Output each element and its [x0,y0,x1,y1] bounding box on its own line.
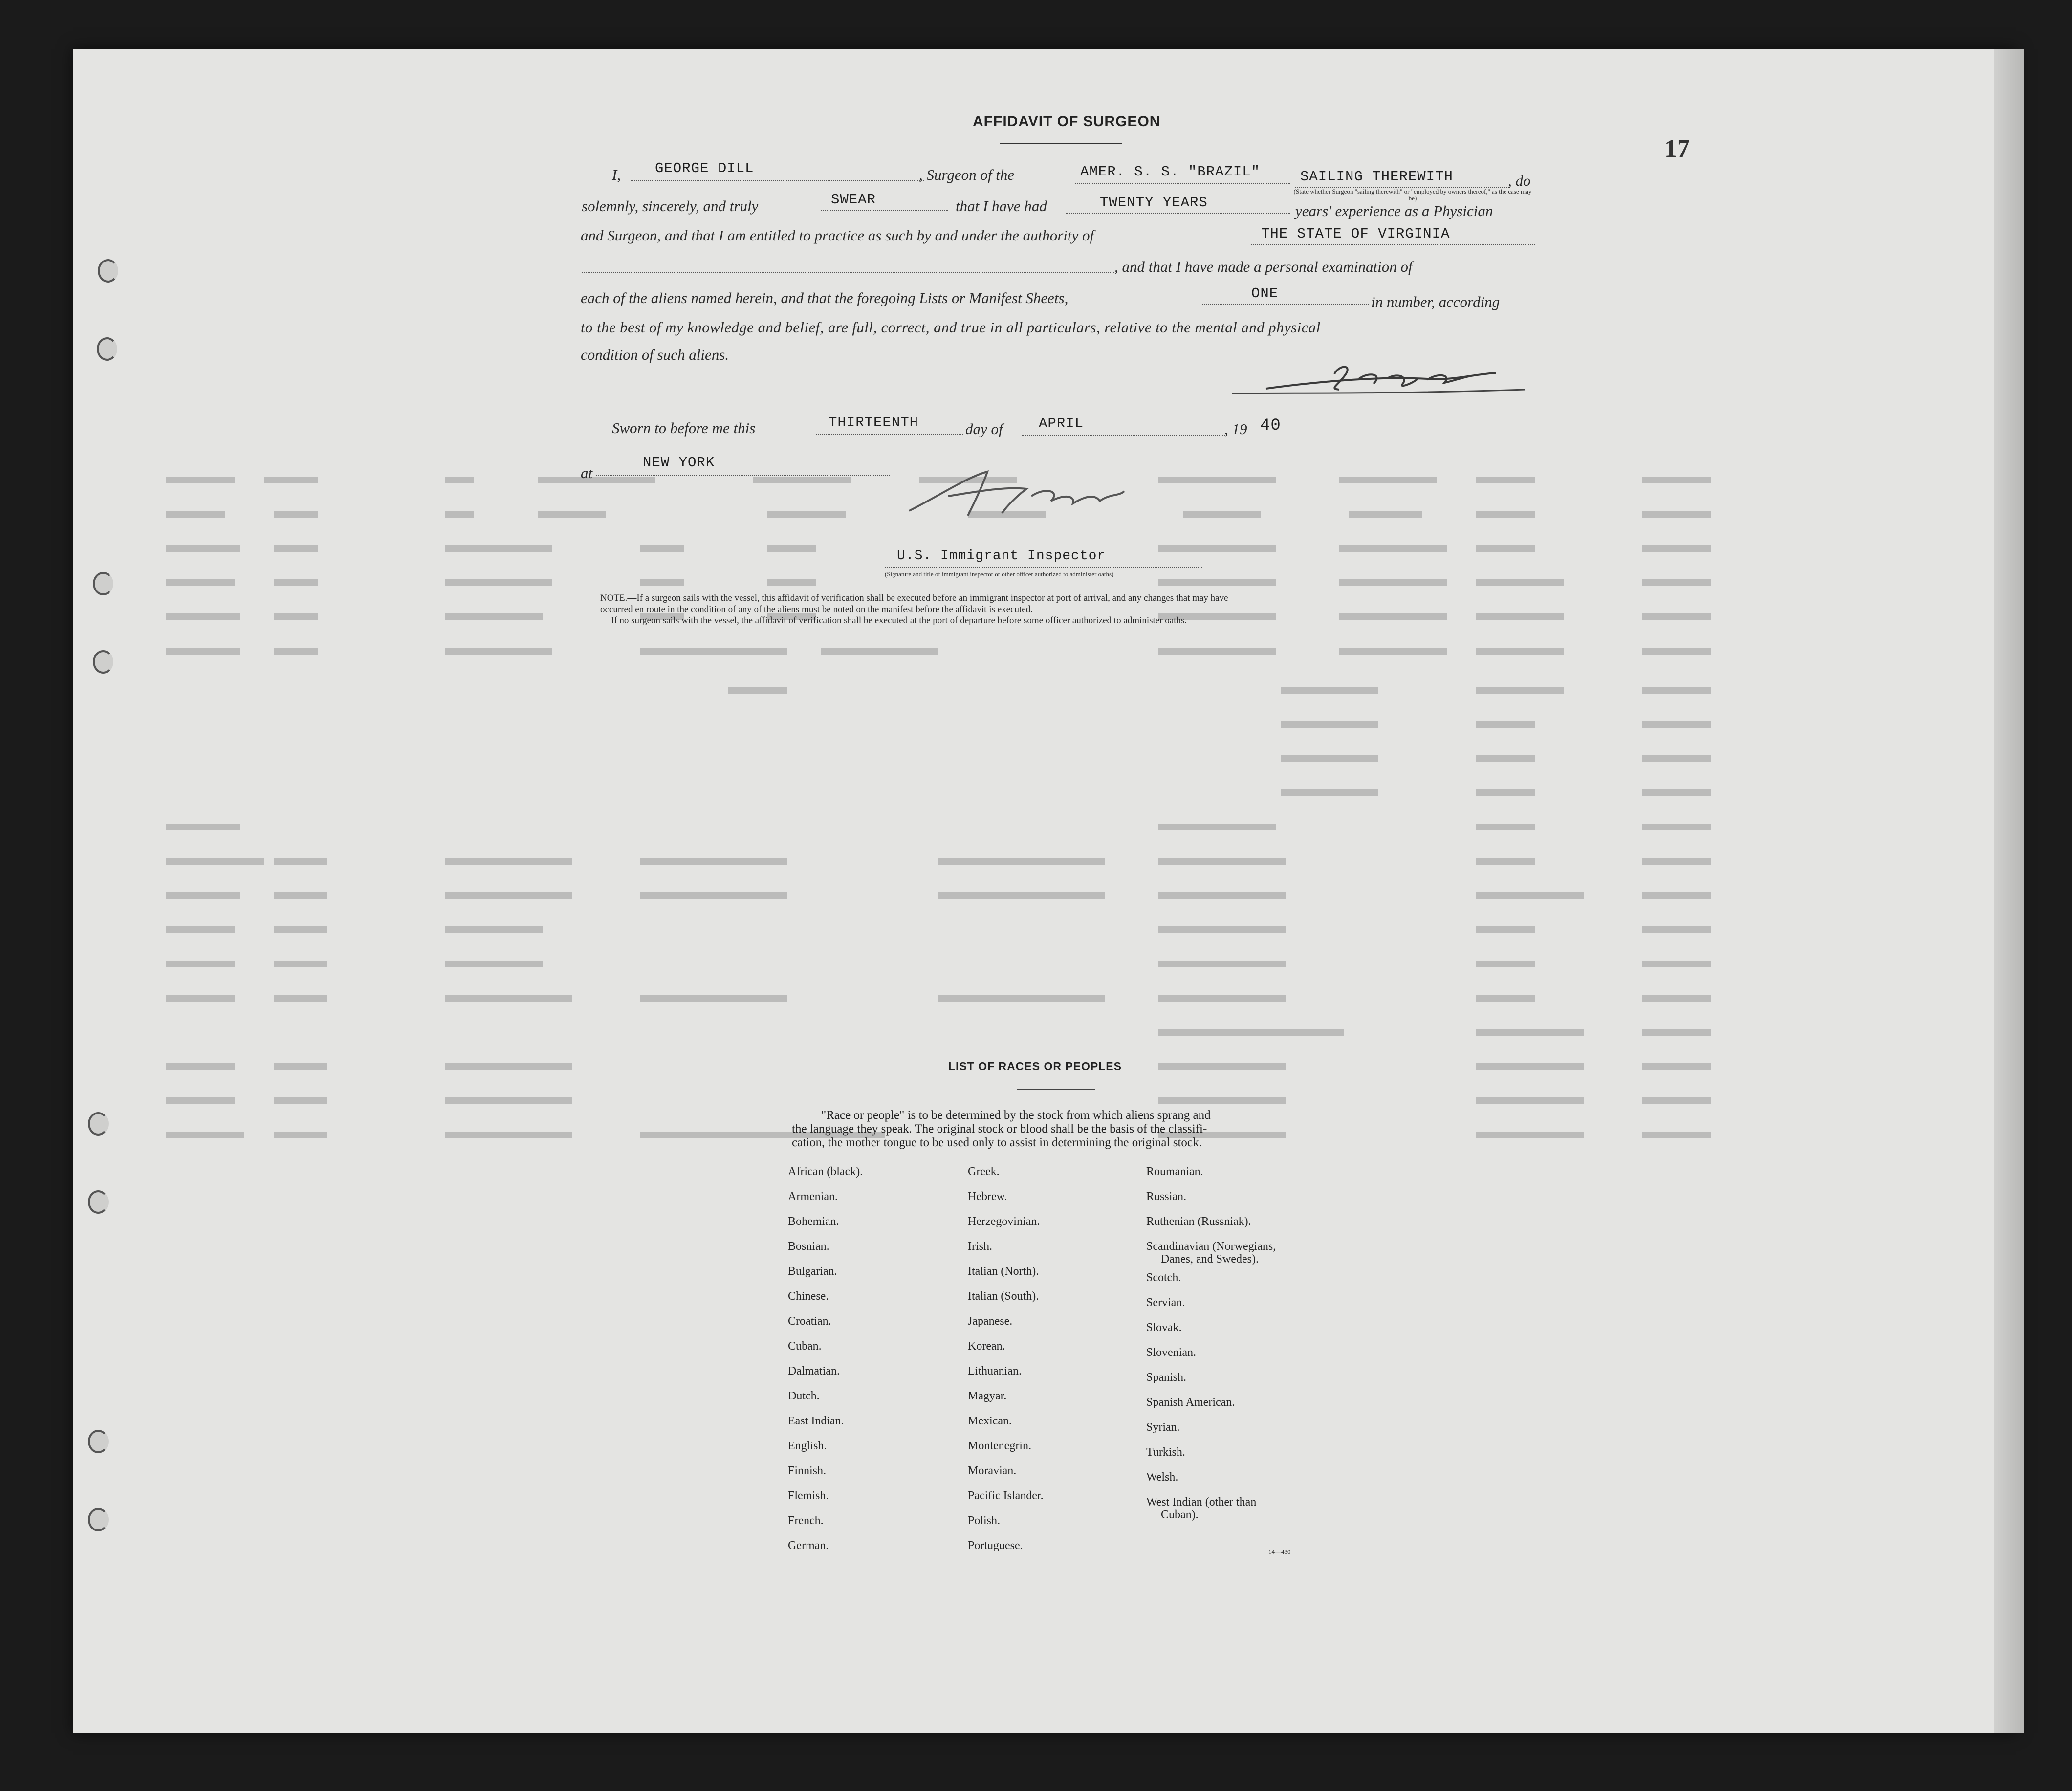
page-edge [1994,49,2024,1733]
races-title: LIST OF RACES OR PEOPLES [948,1060,1122,1072]
oath-line [821,210,948,211]
authority-line [1251,244,1535,245]
race-item: Slovak. [1146,1321,1182,1334]
note-line-1: NOTE.—If a surgeon sails with the vessel, this affidavit of verification shall be executed before an immigrant inspector at port of arrival, and any changes that may have [600,593,1228,603]
races-column-3 [1146,1159,1276,1521]
sworn-pre: Sworn to before me this [612,419,756,437]
punch-hole [88,1112,109,1136]
line7: condition of such aliens. [581,346,729,363]
punch-hole [97,337,117,361]
sworn-day: THIRTEENTH [829,415,919,431]
form-title: AFFIDAVIT OF SURGEON [973,113,1161,130]
race-item: Roumanian. [1146,1165,1203,1178]
races-column-2 [968,1159,1044,1558]
place-line [596,475,890,476]
race-item: Bosnian. [788,1240,829,1253]
surgeon-signature [1222,359,1535,406]
line2-mid: that I have had [956,197,1047,215]
race-item: Dalmatian. [788,1365,840,1377]
race-item: Portuguese. [968,1539,1023,1552]
place-pre: at [581,464,593,481]
race-item: Korean. [968,1340,1005,1353]
punch-hole [93,650,113,674]
inspector-title: U.S. Immigrant Inspector [897,548,1106,564]
race-item: Scandinavian (Norwegians, [1146,1240,1276,1253]
authority: THE STATE OF VIRGINIA [1261,226,1450,242]
form-number: 14—430 [1268,1548,1291,1555]
line5-end: in number, according [1371,293,1500,310]
race-item: Irish. [968,1240,992,1253]
experience-line [1066,213,1290,214]
race-item: Finnish. [788,1464,827,1477]
race-item: Bulgarian. [788,1265,837,1278]
race-item: Montenegrin. [968,1440,1031,1452]
race-item: Herzegovinian. [968,1215,1040,1228]
race-item: Polish. [968,1514,1001,1527]
race-item: Cuban. [788,1340,822,1353]
race-item: Lithuanian. [968,1365,1022,1377]
race-item: Chinese. [788,1290,829,1303]
place-value: NEW YORK [643,455,715,471]
race-item: Danes, and Swedes). [1161,1253,1259,1266]
race-item: English. [788,1440,827,1452]
race-item: Italian (South). [968,1290,1039,1303]
race-item: Dutch. [788,1390,820,1402]
surgeon-name-line [631,180,924,181]
sailing-note: (State whether Surgeon "sailing therewith" or "employed by owners thereof," as the case may be) [1293,188,1532,202]
races-column-1 [788,1159,863,1558]
race-item: Croatian. [788,1315,831,1328]
vessel-line [1075,183,1290,184]
sworn-year-suffix: 40 [1260,416,1281,435]
races-description-2: the language they speak. The original stock or blood shall be the basis of the classifi- [792,1122,1207,1136]
race-item: Magyar. [968,1390,1007,1402]
authority-continuation-line [582,272,1114,273]
inspector-caption: (Signature and title of immigrant inspector or other officer authorized to administer oaths) [885,570,1114,578]
line1-pre: I, [612,166,621,183]
races-description-1: "Race or people" is to be determined by the stock from which aliens sprang and [821,1109,1211,1122]
punch-hole [93,572,113,595]
race-item: East Indian. [788,1415,844,1427]
sailing-status: SAILING THEREWITH [1300,169,1453,185]
surgeon-name: GEORGE DILL [655,160,754,176]
line6: to the best of my knowledge and belief, are full, correct, and true in all particulars, relative to the mental and physical [581,319,1321,336]
line1-end: , do [1508,172,1531,189]
line4: , and that I have made a personal examination of [1114,258,1413,275]
race-item: Mexican. [968,1415,1012,1427]
line5-pre: each of the aliens named herein, and that the foregoing Lists or Manifest Sheets, [581,289,1069,306]
race-item: Pacific Islander. [968,1489,1044,1502]
race-item: Hebrew. [968,1190,1007,1203]
race-item: Moravian. [968,1464,1017,1477]
race-item: French. [788,1514,824,1527]
sworn-month-line [1022,435,1227,436]
punch-hole [88,1190,109,1214]
race-item: Bohemian. [788,1215,839,1228]
race-item: Turkish. [1146,1446,1185,1459]
race-item: Cuban). [1161,1508,1199,1521]
oath-word: SWEAR [831,192,876,208]
line3-pre: and Surgeon, and that I am entitled to practice as such by and under the authority of [581,227,1094,244]
line1-mid: , Surgeon of the [919,166,1015,183]
page-number: 17 [1664,135,1690,163]
race-item: Scotch. [1146,1271,1181,1284]
inspector-signature [890,467,1183,528]
bleed-through-manifest [156,477,1916,1180]
note-line-2: occurred en route in the condition of any of the aliens must be noted on the manifest before the affidavit is executed. [600,604,1033,614]
race-item: Italian (North). [968,1265,1039,1278]
vessel-name: AMER. S. S. "BRAZIL" [1080,164,1261,180]
race-item: Spanish American. [1146,1396,1235,1409]
experience-years: TWENTY YEARS [1100,195,1208,211]
punch-hole [88,1508,109,1531]
punch-hole [98,259,118,283]
race-item: Japanese. [968,1315,1013,1328]
races-title-underline [1017,1089,1095,1090]
race-item: Russian. [1146,1190,1187,1203]
sworn-day-line [816,434,963,435]
race-item: Ruthenian (Russniak). [1146,1215,1251,1228]
race-item: African (black). [788,1165,863,1178]
line2-pre: solemnly, sincerely, and truly [582,197,759,215]
sheet-count-line [1202,304,1369,305]
line2-end: years' experience as a Physician [1295,202,1493,219]
sheet-count: ONE [1251,285,1279,302]
race-item: West Indian (other than [1146,1496,1257,1508]
title-underline [1000,143,1122,144]
race-item: Spanish. [1146,1371,1187,1384]
sworn-mid: day of [965,420,1003,437]
race-item: Servian. [1146,1296,1185,1309]
punch-hole [88,1430,109,1453]
races-description-3: cation, the mother tongue to be used only to assist in determining the original stock. [792,1136,1202,1149]
sworn-month: APRIL [1039,415,1084,432]
race-item: Slovenian. [1146,1346,1196,1359]
race-item: Flemish. [788,1489,829,1502]
inspector-line [885,567,1202,568]
note-line-3: If no surgeon sails with the vessel, the affidavit of verification shall be executed at the port of departure before some officer authorized to administer oaths. [611,615,1187,626]
race-item: Greek. [968,1165,1000,1178]
race-item: German. [788,1539,829,1552]
race-item: Syrian. [1146,1421,1180,1434]
race-item: Armenian. [788,1190,838,1203]
race-item: Welsh. [1146,1471,1178,1484]
sworn-year-prefix: , 19 [1224,420,1247,437]
